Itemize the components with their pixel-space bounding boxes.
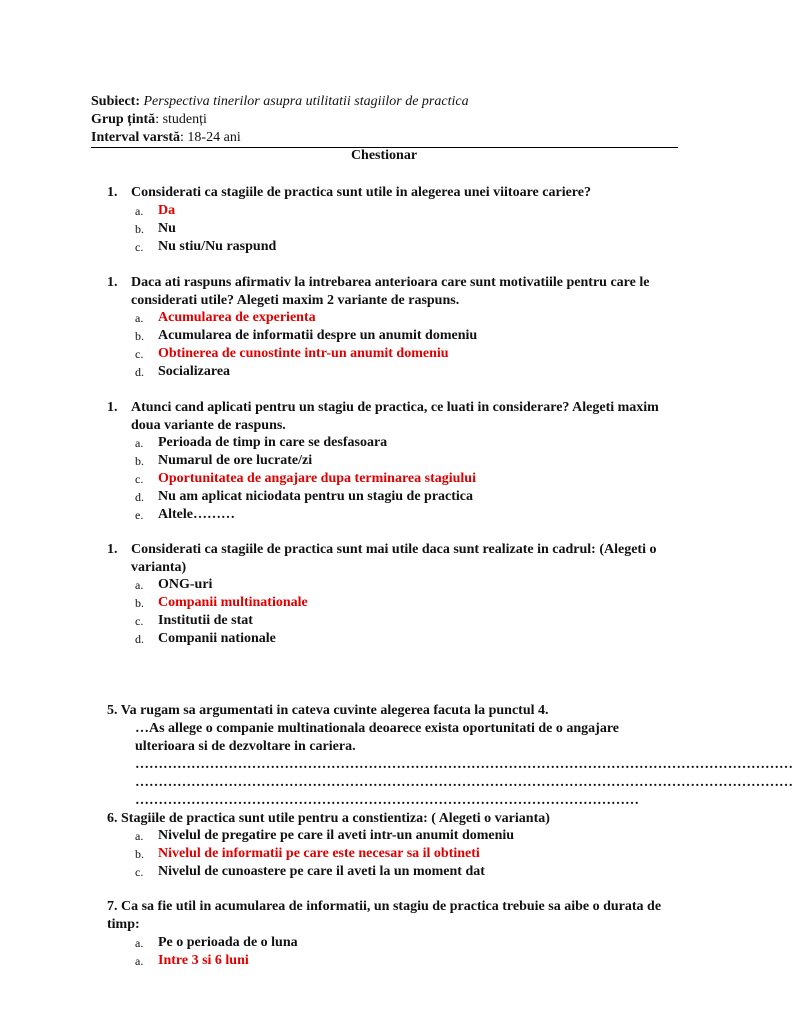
option-marker: a. (135, 954, 144, 968)
option-marker: a. (135, 578, 144, 592)
subject-value: Perspectiva tinerilor asupra utilitatii stagiilor de practica (143, 94, 469, 109)
question-text: 6. Stagiile de practica sunt utile pentru a constientiza: ( Alegeti o varianta) (107, 811, 550, 826)
option-text: Obtinerea de cunostinte intr-un anumit domeniu (158, 346, 449, 361)
question-text: 7. Ca sa fie util in acumularea de informatii, un stagiu de practica trebuie sa aibe o durata de timp: (107, 899, 662, 932)
question-text: Atunci cand aplicati pentru un stagiu de practica, ce luati in considerare? Alegeti maxim doua variante de raspuns. (131, 400, 659, 433)
option-marker: a. (135, 436, 144, 450)
option-marker: b. (135, 847, 144, 861)
question-6 (107, 810, 682, 828)
option-text: Acumularea de informatii despre un anumit domeniu (158, 328, 478, 343)
option-text: Nu (158, 221, 176, 236)
option-text: Nivelul de pregatire pe care il aveti intr-un anumit domeniu (158, 828, 515, 843)
answer-dotted-line: ……………………………………………………………………………………………… (135, 793, 639, 808)
question-number: 1. (107, 400, 118, 415)
option-text: Acumularea de experienta (158, 310, 316, 325)
option-text: Nu am aplicat niciodata pentru un stagiu de practica (158, 489, 474, 504)
option-marker: b. (135, 596, 144, 610)
option-text: Perioada de timp in care se desfasoara (158, 435, 388, 450)
age-range-label: Interval varstă (91, 130, 181, 145)
age-range-value: : 18-24 ani (180, 130, 241, 145)
question-2 (107, 274, 682, 310)
option-marker: c. (135, 347, 144, 361)
target-group-label: Grup țintă (91, 112, 156, 127)
age-range-line (91, 130, 241, 146)
option-marker: d. (135, 632, 144, 646)
option-marker: e. (135, 508, 144, 522)
option-marker: d. (135, 490, 144, 504)
option-marker: c. (135, 240, 144, 254)
option-marker: c. (135, 865, 144, 879)
option-text: Oportunitatea de angajare dupa terminarea stagiului (158, 471, 476, 486)
option-marker: d. (135, 365, 144, 379)
question-5 (107, 702, 682, 720)
option-marker: b. (135, 454, 144, 468)
option-text: Da (158, 203, 176, 218)
answer-dotted-line: …………………………………………………………………………………………………………………………… (135, 775, 793, 790)
option-text: Institutii de stat (158, 613, 253, 628)
subject-label: Subiect: (91, 94, 140, 109)
question-7 (107, 898, 682, 934)
option-marker: a. (135, 311, 144, 325)
option-marker: b. (135, 329, 144, 343)
subject-line (91, 94, 469, 110)
option-marker: a. (135, 204, 144, 218)
option-text: Nivelul de cunoastere pe care il aveti la un moment dat (158, 864, 485, 879)
option-text: ONG-uri (158, 577, 213, 592)
question-text: 5. Va rugam sa argumentati in cateva cuvinte alegerea facuta la punctul 4. (107, 703, 549, 718)
option-text: Pe o perioada de o luna (158, 935, 298, 950)
option-text: Socializarea (158, 364, 231, 379)
option-text: Altele……… (158, 507, 235, 522)
option-text: Nivelul de informatii pe care este necesar sa il obtineti (158, 846, 480, 861)
question-text: Considerati ca stagiile de practica sunt utile in alegerea unei viitoare cariere? (131, 185, 591, 200)
option-text: Companii nationale (158, 631, 276, 646)
option-marker: a. (135, 936, 144, 950)
option-text: Numarul de ore lucrate/zi (158, 453, 313, 468)
question-number: 1. (107, 185, 118, 200)
option-text: Intre 3 si 6 luni (158, 953, 249, 968)
answer-dotted-line: …………………………………………………………………………………………………………………………… (135, 757, 793, 772)
question-number: 1. (107, 542, 118, 557)
option-marker: c. (135, 614, 144, 628)
question-4 (107, 541, 682, 577)
target-group-value: : studenți (155, 112, 207, 127)
question-number: 1. (107, 275, 118, 290)
option-text: Companii multinationale (158, 595, 308, 610)
option-marker: c. (135, 472, 144, 486)
target-group-line (91, 112, 207, 128)
question-1 (107, 184, 682, 202)
question-text: Considerati ca stagiile de practica sunt mai utile daca sunt realizate in cadrul: (Alegeti o varianta) (131, 542, 657, 575)
question-text: Daca ati raspuns afirmativ la intrebarea anterioara care sunt motivatiile pentru care le considerati utile? Alegeti maxim 2 variante de raspuns. (131, 275, 650, 308)
page-title: Chestionar (350, 148, 418, 163)
question-3 (107, 399, 682, 435)
option-marker: b. (135, 222, 144, 236)
answer-text[interactable]: …As allege o companie multinationala deoarece exista oportunitati de o angajare ulterioara si de dezvoltare in cariera. (135, 721, 619, 754)
option-text: Nu stiu/Nu raspund (158, 239, 277, 254)
option-marker: a. (135, 829, 144, 843)
